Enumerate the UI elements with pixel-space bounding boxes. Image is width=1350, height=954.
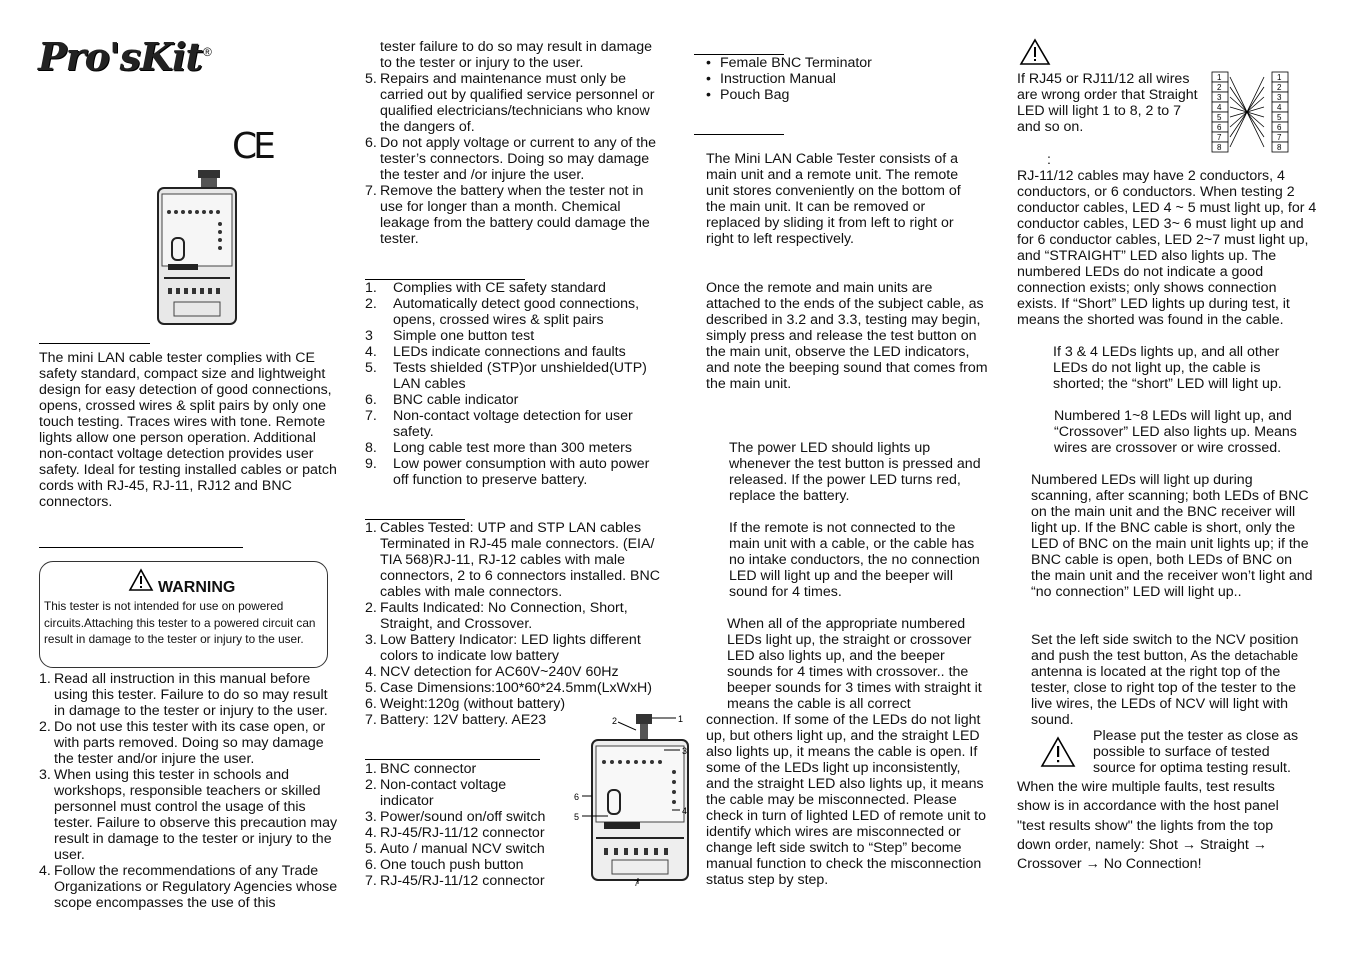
- list-number: 1.: [365, 520, 377, 536]
- warning-text: This tester is not intended for use on powered circuits.Attaching this tester to a powered circuit can result in damage to the tester or injury to the user.: [44, 599, 316, 646]
- testing-paragraph: Once the remote and main units are attached to the ends of the subject cable, as described in 3.2 and 3.3, testing may begin, simply press and release the test button on the main unit, observe the LED indicators, and note the beeping sound that comes from the main unit.: [706, 280, 988, 392]
- list-item: [365, 873, 555, 889]
- list-text: Auto / manual NCV switch: [380, 841, 545, 857]
- list-text: Do not apply voltage or current to any of the tester’s connectors. Doing so may damage the tester and /or injure the user.: [380, 135, 657, 183]
- list-text: Battery: 12V battery. AE23: [380, 712, 547, 728]
- list-text: BNC cable indicator: [393, 392, 519, 408]
- callout-5: 5: [574, 812, 580, 822]
- power-led-paragraph: The power LED should lights up whenever the test button is pressed and released. If the power LED turns red, replace the battery.: [729, 440, 981, 504]
- list-item: [365, 296, 663, 328]
- list-item: [365, 456, 663, 488]
- pin-label: 2: [1277, 83, 1282, 92]
- list-number: 7.: [365, 408, 377, 424]
- list-item: [365, 520, 663, 600]
- pin-label: 4: [1217, 103, 1222, 112]
- list-text: RJ-45/RJ-11/12 connector: [380, 873, 545, 889]
- pin-label: 1: [1217, 73, 1222, 82]
- pin-label: 8: [1217, 143, 1222, 152]
- list-item: [365, 408, 663, 440]
- crossover-paragraph: Numbered 1~8 LEDs will light up, and “Crossover” LED also lights up. Means wires are crossover or wire crossed.: [1054, 408, 1297, 456]
- list-number: 2.: [365, 296, 377, 312]
- list-item: [39, 671, 339, 719]
- list-item: [365, 809, 555, 825]
- ncv-paragraph: [1031, 632, 1313, 728]
- callout-1: 1: [678, 714, 684, 724]
- description-paragraph: The Mini LAN Cable Tester consists of a main unit and a remote unit. The remote unit stores conveniently on the bottom of the main unit. It can be removed or replaced by sliding it from left to right or right to left respectively.: [706, 151, 961, 247]
- package-item: • Female BNC Terminator: [706, 55, 976, 71]
- list-item: [365, 600, 663, 632]
- list-text: Long cable test more than 300 meters: [393, 440, 632, 456]
- section-rule: [365, 759, 540, 760]
- list-text: Tests shielded (STP)or unshielded(UTP) LAN cables: [393, 360, 647, 392]
- list-number: 7.: [365, 873, 377, 889]
- pin-label: 8: [1277, 143, 1282, 152]
- pin-label: 2: [1217, 83, 1222, 92]
- list-item: [39, 719, 339, 767]
- callout-4: 4: [682, 806, 688, 816]
- list-number: 5.: [365, 71, 377, 87]
- list-item: [365, 825, 555, 841]
- safety-continued: tester failure to do so may result in damage to the tester or injury to the user.: [380, 39, 653, 71]
- list-number: 1.: [365, 761, 377, 777]
- pin-label: 1: [1277, 73, 1282, 82]
- list-number: 5.: [365, 841, 377, 857]
- list-text: Automatically detect good connections, opens, crossed wires & split pairs: [393, 296, 640, 328]
- list-item: [365, 761, 555, 777]
- pin-label: 5: [1217, 113, 1222, 122]
- list-number: 4.: [365, 825, 377, 841]
- list-text: NCV detection for AC60V~240V 60Hz: [380, 664, 619, 680]
- list-item: [39, 863, 339, 911]
- list-number: 9.: [365, 456, 377, 472]
- list-item: [365, 857, 555, 873]
- list-item: [365, 392, 663, 408]
- pin-label: 3: [1277, 93, 1282, 102]
- list-number: 1.: [365, 280, 377, 296]
- section-rule: [39, 343, 150, 344]
- list-item: [365, 344, 663, 360]
- callout-6: 6: [574, 792, 580, 802]
- list-number: 6.: [365, 135, 377, 151]
- rj45-wrong-order-paragraph: If RJ45 or RJ11/12 all wires are wrong order that Straight LED will light 1 to 8, 2 to 7 and so on.: [1017, 71, 1198, 135]
- list-number: 4.: [39, 863, 51, 879]
- list-item: [39, 767, 339, 863]
- list-text: Faults Indicated: No Connection, Short, Straight, and Crossover.: [380, 600, 628, 632]
- list-number: 3: [365, 328, 373, 344]
- pin-label: 6: [1277, 123, 1282, 132]
- list-number: 6.: [365, 392, 377, 408]
- list-item: [365, 680, 663, 696]
- list-text: One touch push button: [380, 857, 524, 873]
- section-rule: [694, 134, 784, 135]
- colon-mark: :: [1047, 152, 1051, 168]
- list-number: 2.: [365, 600, 377, 616]
- callout-3: 3: [682, 746, 688, 756]
- list-item: [365, 280, 663, 296]
- list-number: 7.: [365, 183, 377, 199]
- pin-label: 6: [1217, 123, 1222, 132]
- ncv-text-b: detachable: [1234, 648, 1299, 663]
- list-text: Low Battery Indicator: LED lights different colors to indicate low battery: [380, 632, 641, 664]
- no-connection-paragraph: If the remote is not connected to the main unit with a cable, or the cable has no intake conductors, the no connection LED will light up and the beeper will sound for 4 times.: [729, 520, 980, 600]
- list-number: 8.: [365, 440, 377, 456]
- list-text: Do not use this tester with its case open, or with parts removed. Doing so may damage the tester and/or injure the user.: [54, 719, 326, 767]
- list-item: [365, 841, 555, 857]
- pin-label: 5: [1277, 113, 1282, 122]
- list-number: 4.: [365, 664, 377, 680]
- caution-triangle-icon: [1019, 38, 1051, 66]
- list-text: Low power consumption with auto power off function to preserve battery.: [393, 456, 650, 488]
- list-item: [365, 71, 661, 135]
- list-text: Follow the recommendations of any Trade Organizations or Regulatory Agencies whose scope encompasses the use of this: [54, 863, 338, 911]
- package-list: [706, 55, 976, 103]
- list-item: [365, 664, 663, 680]
- section-rule: [39, 547, 243, 548]
- list-number: 6.: [365, 696, 377, 712]
- callout-7: 7: [634, 879, 639, 886]
- list-text: Non-contact voltage indicator: [380, 777, 507, 809]
- list-text: Power/sound on/off switch: [380, 809, 546, 825]
- safety-list-continued: [365, 71, 661, 247]
- list-number: 3.: [365, 809, 377, 825]
- parts-list: [365, 761, 555, 889]
- ce-mark: CE: [232, 126, 272, 167]
- list-number: 1.: [39, 671, 51, 687]
- list-text: LEDs indicate connections and faults: [393, 344, 626, 360]
- list-number: 4.: [365, 344, 377, 360]
- short-paragraph: If 3 & 4 LEDs lights up, and all other LEDs do not light up, the cable is shorted; the “short” LED will light up.: [1053, 344, 1282, 392]
- pin-label: 7: [1277, 133, 1282, 142]
- pin-label: 7: [1217, 133, 1222, 142]
- ncv-text-a: Set the left side switch to the NCV position and push the test button, As the: [1031, 632, 1299, 664]
- list-text: RJ-45/RJ-11/12 connector: [380, 825, 545, 841]
- list-text: Remove the battery when the tester not in use for longer than a month. Chemical leakage from the battery could damage the tester.: [380, 183, 650, 247]
- list-number: 7.: [365, 712, 377, 728]
- ncv-text-c: antenna is located at the right top of the tester, close to right top of the tester to the live wires, the LEDs of NCV will light with sound.: [1031, 664, 1296, 728]
- list-text: Cables Tested: UTP and STP LAN cables Terminated in RJ-45 male connectors. (EIA/ TIA 568)RJ-11, RJ-12 cables with male connectors, 2 to 6 connectors installed. BNC cables with male connectors.: [380, 520, 660, 600]
- proskit-logo: Pro'sKit: [38, 34, 202, 79]
- note-triangle-icon: [1040, 736, 1076, 768]
- safety-list: [39, 671, 339, 911]
- list-text: Weight:120g (without battery): [380, 696, 566, 712]
- rj11-paragraph: RJ-11/12 cables may have 2 conductors, 4 conductors, or 6 conductors. When testing 2 conductor cables, LED 4 ~ 5 must light up, for 4 conductor cables, LED 3~ 6 must light up and for 6 conductor cables, LED 2~7 must light up, and “STRAIGHT” LED also lights up. The numbered LEDs do not indicate a good connection exists; only shows connection exists. If “Short” LED lights up during test, it means the shorted was found in the cable.: [1017, 168, 1317, 328]
- list-text: Repairs and maintenance must only be carried out by qualified service personnel or qualified electricians/technicians who know the dangers of.: [380, 71, 655, 135]
- list-text: BNC connector: [380, 761, 477, 777]
- list-number: 5.: [365, 360, 377, 376]
- list-text: Read all instruction in this manual before using this tester. Failure to do so may result in damage to the tester or injury to the user.: [54, 671, 328, 719]
- list-text: Simple one button test: [393, 328, 535, 344]
- warning-triangle-icon: [128, 568, 154, 592]
- list-text: Case Dimensions:100*60*24.5mm(LxWxH): [380, 680, 653, 696]
- package-item: • Instruction Manual: [706, 71, 976, 87]
- list-number: 3.: [39, 767, 51, 783]
- callout-2: 2: [612, 716, 618, 726]
- list-number: 6.: [365, 857, 377, 873]
- specs-list: [365, 520, 663, 728]
- straight-paragraph-continued: connection. If some of the LEDs do not light up, but others light up, and the straight LED also lights up, it means the cable is open. If some of the LEDs light up inconsistently, and the straight LED also lights up, it means the cable may be misconnected. Please check in turn of lighted LED of remote unit to identify which wires are misconnected or change left side switch to “Step” become manual function to check the misconnection status step by step.: [706, 712, 986, 888]
- pin-label: 4: [1277, 103, 1282, 112]
- list-number: 3.: [365, 632, 377, 648]
- list-item: [365, 183, 661, 247]
- list-item: [365, 360, 663, 392]
- list-text: Complies with CE safety standard: [393, 280, 606, 296]
- list-number: 2.: [365, 777, 377, 793]
- list-number: 5.: [365, 680, 377, 696]
- features-list: [365, 280, 663, 488]
- multi-fault-paragraph: When the wire multiple faults, test results show is in accordance with the host panel "test results show" the lights from the top down order, namely: Shot → Straight → Crossover → No Connection!: [1017, 779, 1279, 873]
- tester-parts-diagram: [568, 710, 690, 886]
- list-item: [365, 135, 661, 183]
- list-number: 2.: [39, 719, 51, 735]
- tester-front-illustration: [154, 168, 240, 328]
- list-text: When using this tester in schools and workshops, responsible teachers or skilled personnel must control the usage of this tester. Failure to observe this precaution may result in damage to the tester or injury to the user.: [54, 767, 338, 863]
- pin-crossover-diagram: [1210, 70, 1292, 154]
- registered-mark: ®: [203, 45, 212, 59]
- list-item: [365, 440, 663, 456]
- ncv-note-paragraph: Please put the tester as close as possible to surface of tested source for optima testing result.: [1093, 728, 1299, 776]
- pin-label: 3: [1217, 93, 1222, 102]
- bnc-paragraph: Numbered LEDs will light up during scanning, after scanning; both LEDs of BNC on the main unit and the BNC receiver will light up. If the BNC cable is short, only the LED of BNC on the main unit lights up; if the BNC cable is open, both LEDs of BNC on the main unit and the receiver won’t light and “no connection” LED will light up..: [1031, 472, 1313, 600]
- list-text: Non-contact voltage detection for user safety.: [393, 408, 633, 440]
- package-item: • Pouch Bag: [706, 87, 976, 103]
- list-item: [365, 328, 663, 344]
- list-item: [365, 777, 555, 809]
- intro-paragraph: The mini LAN cable tester complies with CE safety standard, compact size and lightweight design for easy detection of good connections, opens, crossed wires & split pairs by only one touch testing. Traces wires with tone. Remote lights allow one person operation. Additional non-contact voltage detection provides user safety. Ideal for testing installed cables or patch cords with RJ-45, RJ-11, RJ12 and BNC connectors.: [39, 350, 337, 510]
- list-item: [365, 632, 663, 664]
- straight-paragraph: When all of the appropriate numbered LEDs light up, the straight or crossover LED also lights up, and the beeper sounds for 4 times with crossover.. the beeper sounds for 3 times with straight it means the cable is all correct: [727, 616, 982, 712]
- warning-heading: WARNING: [158, 579, 236, 596]
